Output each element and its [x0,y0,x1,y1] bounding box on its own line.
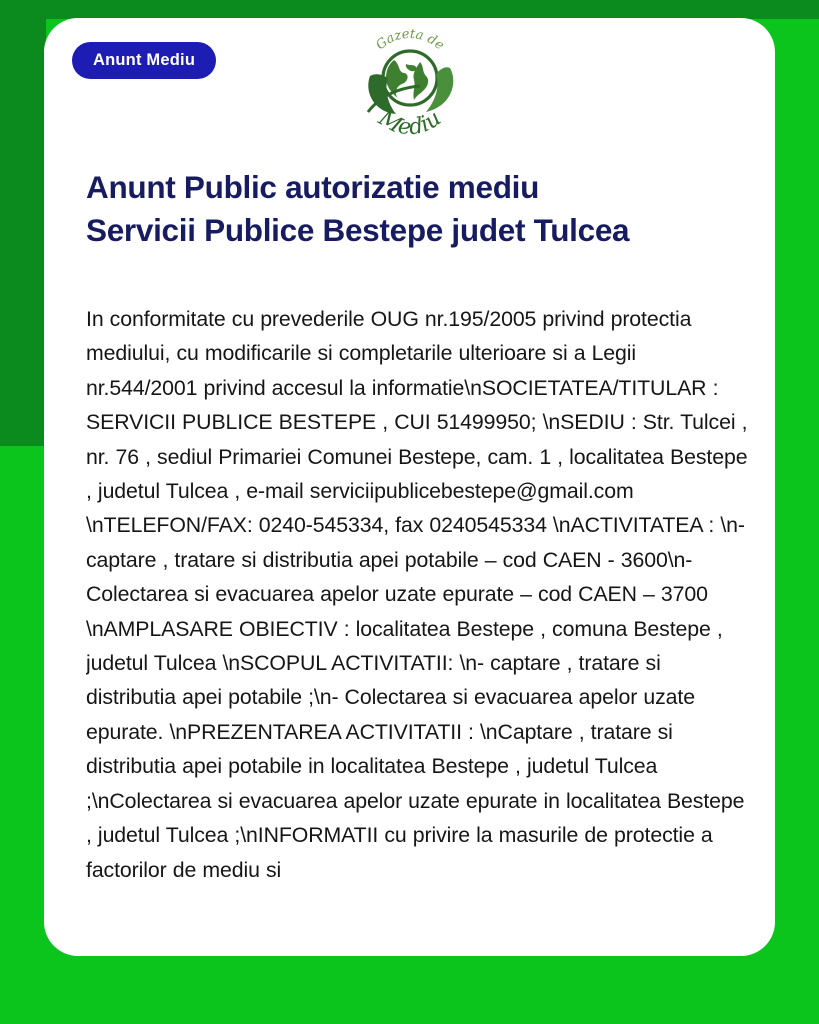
svg-text:Gazeta de: Gazeta de [373,26,447,54]
page-title-line-2: Servicii Publice Bestepe judet Tulcea [86,212,630,249]
svg-text:Mediu: Mediu [374,105,446,140]
announcement-body-text: In conformitate cu prevederile OUG nr.195/2005 privind protectia mediului, cu modificarile si completarile ulterioare si a Legii nr.544/2001 privind accesul la informatie\nSOCIETATEA/TITULAR : SERVICII PUBLICE BESTEPE , CUI 51499950; \nSEDIU : Str. Tulcei , nr. 76 , sediul Primariei Comunei Bestepe, cam. 1 , localitatea Bestepe , judetul Tulcea , e-mail serviciipublicebestepe@gmail.com \nTELEFON/FAX: 0240-545334, fax 0240545334 \nACTIVITATEA : \n- captare , tratare si distributia apei potabile – cod CAEN - 3600\n- Colectarea si evacuarea apelor uzate epurate – cod CAEN – 3700 \nAMPLASARE OBIECTIV : localitatea Bestepe , comuna Bestepe , judetul Tulcea \nSCOPUL ACTIVITATII: \n- captare , tratare si distributia apei potabile ;\n- Colectarea si evacuarea apelor uzate epurate. \nPREZENTAREA ACTIVITATII : \nCaptare , tratare si distributia apei potabile in localitatea Bestepe , judetul Tulcea ;\nColectarea si evacuarea apelor uzate epurate in localitatea Bestepe , judetul Tulcea ;\nINFORMATII cu privire la masurile de protectie a factorilor de mediu si [86,307,748,882]
page-title [86,166,746,252]
page-title-line-1: Anunt Public autorizatie mediu [86,169,540,206]
card-inner [44,18,775,956]
card-header [44,18,775,140]
background-band-left [0,0,46,446]
background-band-top [0,0,819,19]
category-badge[interactable]: Anunt Mediu [72,42,216,79]
gazeta-de-mediu-logo-icon [354,24,466,140]
announcement-card [44,18,775,956]
